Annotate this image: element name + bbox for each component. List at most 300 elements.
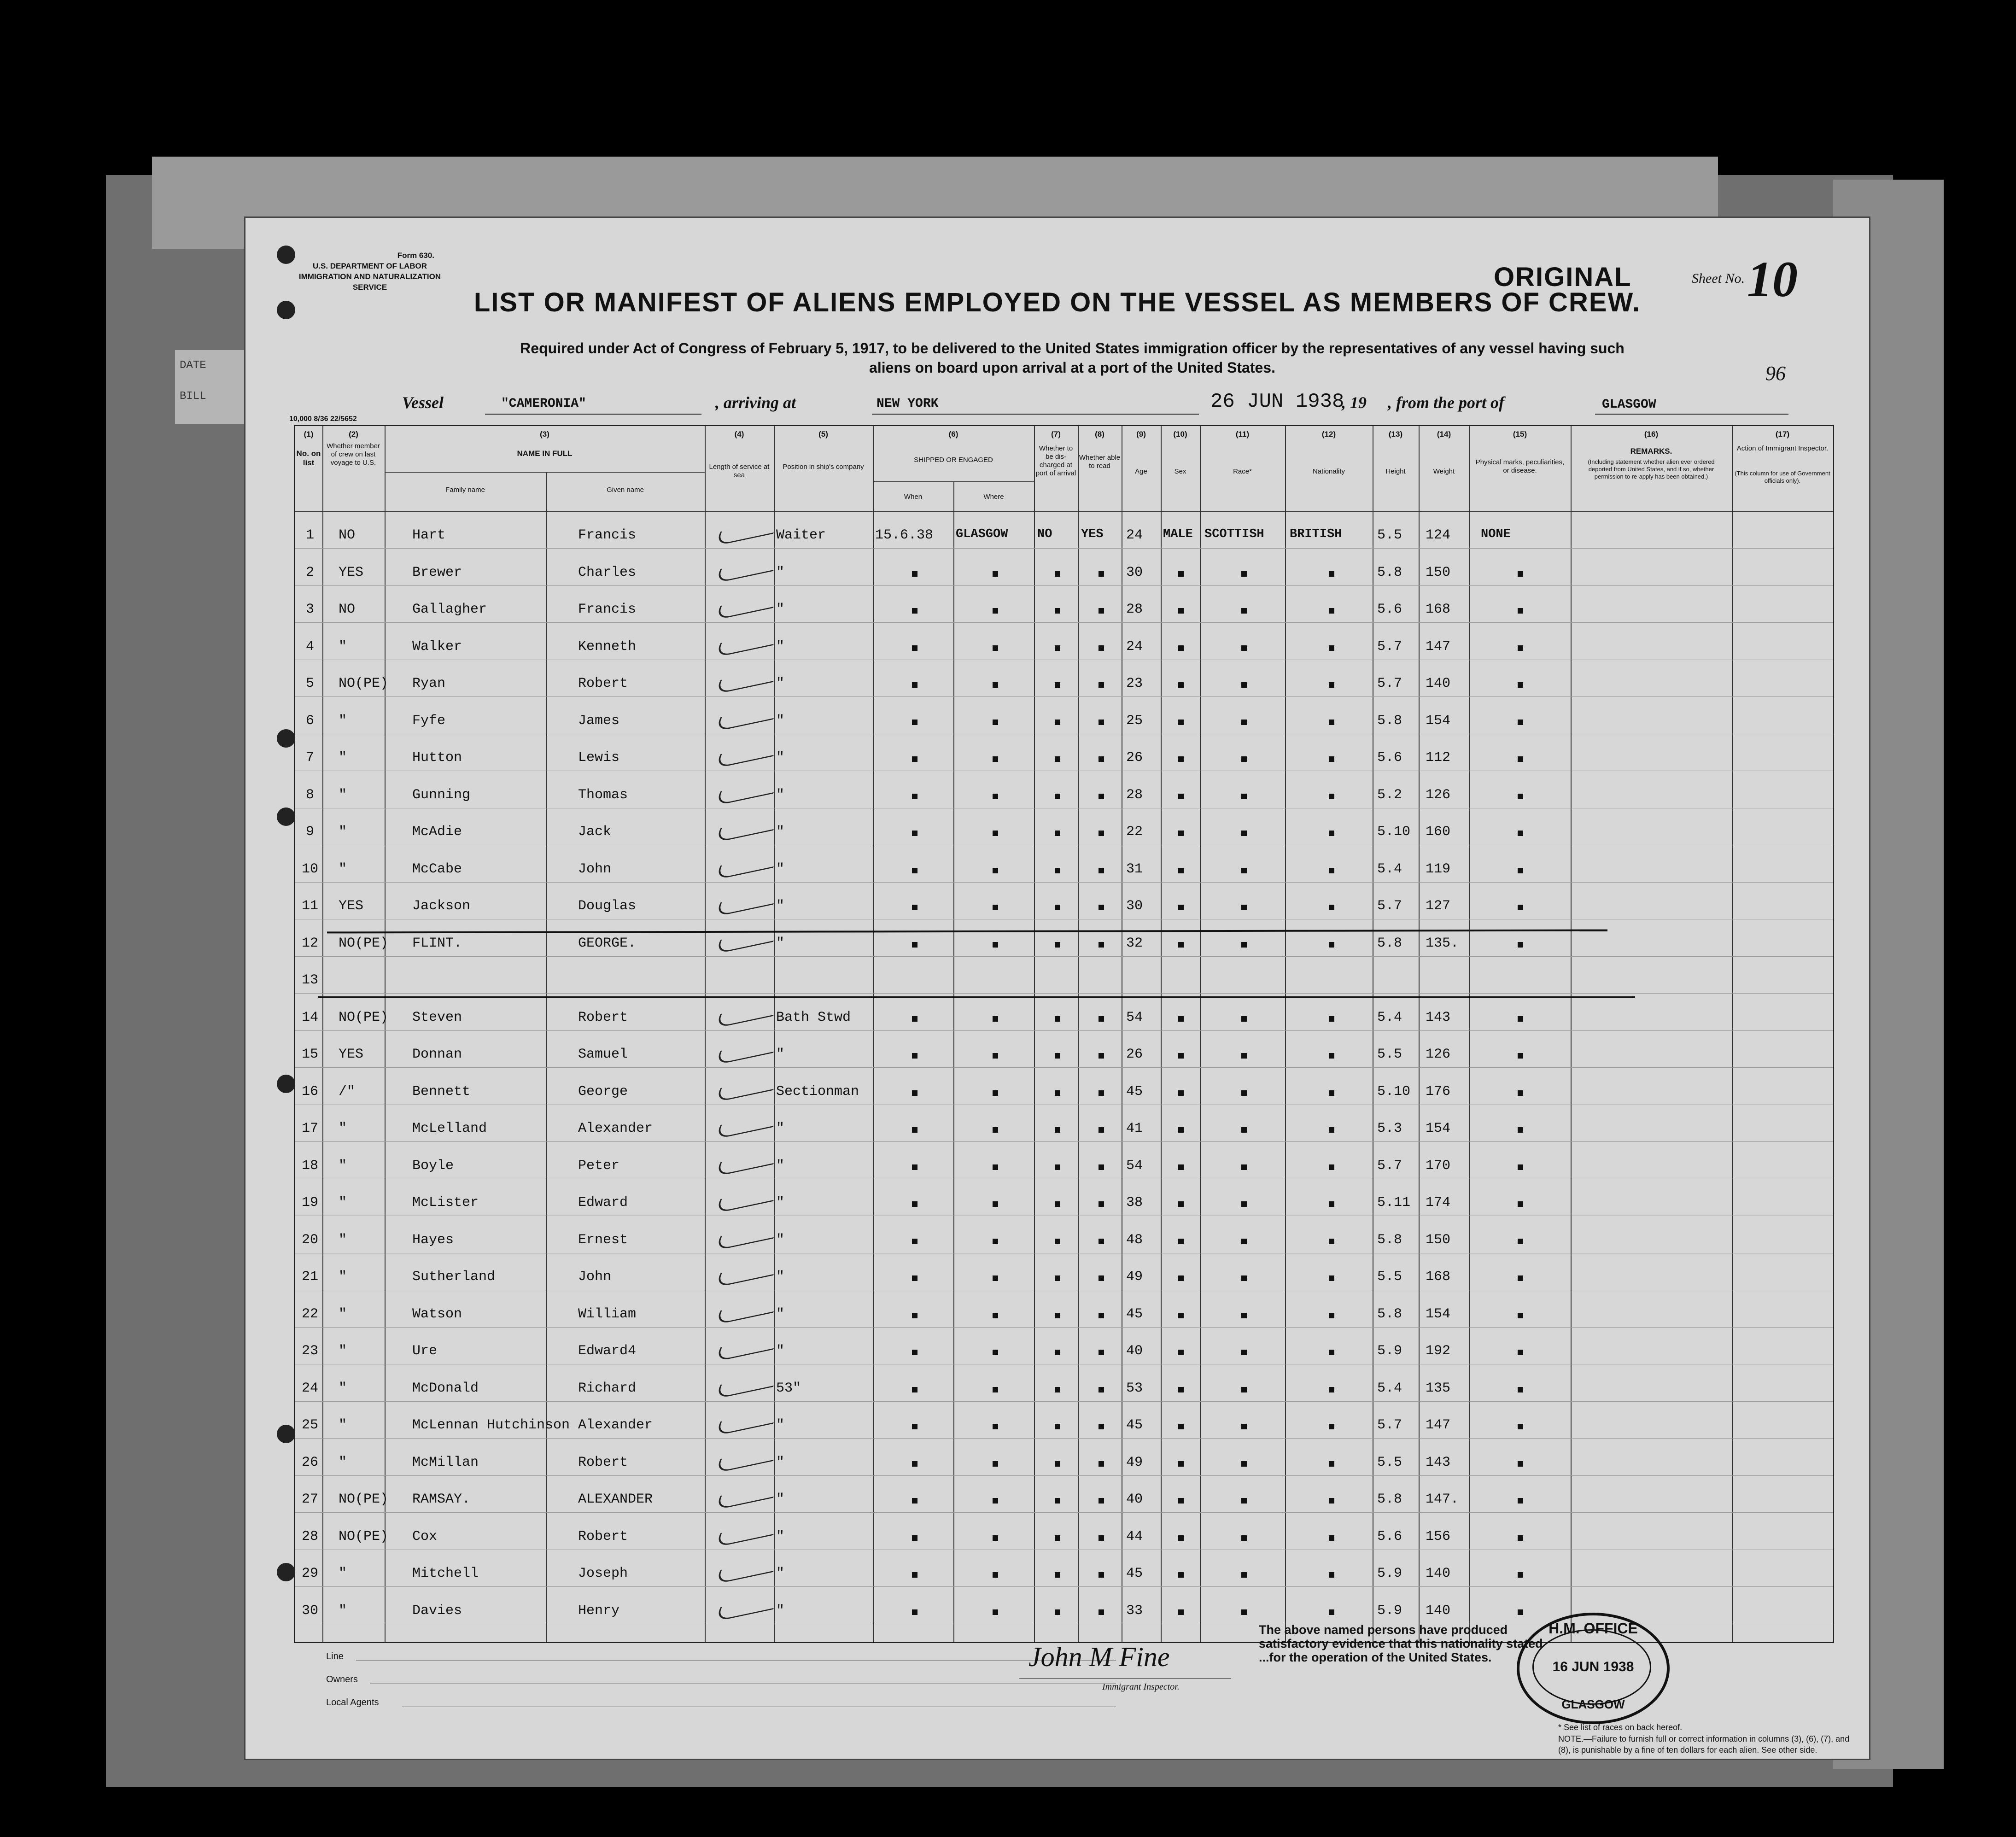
cell-no: 27 [301, 1492, 318, 1507]
row-rule [295, 622, 1833, 623]
ditto-mark [1099, 1090, 1104, 1096]
cell-family: Jackson [412, 898, 471, 914]
ditto-mark [912, 868, 917, 873]
ditto-mark [1099, 645, 1104, 651]
ditto-mark [1099, 1201, 1104, 1207]
ditto-mark [993, 1127, 998, 1133]
cell-height: 5.9 [1377, 1566, 1402, 1581]
ditto-mark [1518, 1535, 1523, 1541]
cell-weight: 124 [1426, 527, 1451, 543]
col-header-family: Family name [445, 486, 485, 494]
row-rule [295, 1475, 1833, 1476]
ditto-mark [993, 1239, 998, 1244]
cell-position: " [776, 1158, 785, 1174]
ditto-mark [1099, 720, 1104, 725]
ditto-mark [1055, 1535, 1060, 1541]
cell-height: 5.6 [1377, 1528, 1402, 1544]
cell-no: 26 [301, 1454, 318, 1470]
cell-crew: " [339, 1417, 347, 1433]
ditto-mark [1329, 868, 1334, 873]
cell-family: Mitchell [412, 1566, 479, 1581]
ditto-mark [1178, 608, 1184, 614]
cell-age: 45 [1126, 1306, 1143, 1322]
ditto-mark [1178, 1387, 1184, 1392]
check-mark [714, 519, 780, 546]
check-mark [714, 593, 780, 620]
ditto-mark [1099, 1387, 1104, 1392]
cell-position: Waiter [776, 527, 826, 543]
ditto-mark [912, 1053, 917, 1059]
ditto-mark [1241, 645, 1247, 651]
ditto-mark [1099, 1053, 1104, 1059]
cell-family: McLennan Hutchinson [412, 1417, 570, 1433]
ditto-mark [1178, 1498, 1184, 1504]
col-number: (2) [349, 430, 358, 439]
cell-age: 40 [1126, 1343, 1143, 1359]
punch-hole [277, 729, 295, 748]
cell-given: Robert [578, 1009, 628, 1025]
footnote-penalty: NOTE.—Failure to furnish full or correct information in columns (3), (6), (7), and (8), is punishable by a fine of ten dollars for each alien. See other side. [1558, 1734, 1850, 1755]
cell-position: " [776, 602, 785, 617]
cell-position: " [776, 1232, 785, 1248]
cell-position: " [776, 935, 785, 951]
row-rule [295, 585, 1833, 586]
cell-height: 5.9 [1377, 1603, 1402, 1619]
ditto-mark [993, 1201, 998, 1207]
ditto-mark [1099, 682, 1104, 688]
ditto-mark [1055, 1127, 1060, 1133]
ditto-mark [912, 1239, 917, 1244]
ditto-mark [1518, 645, 1523, 651]
ditto-mark [1241, 942, 1247, 948]
cell-family: Ryan [412, 676, 446, 691]
page-subtitle: Required under Act of Congress of February 5, 1917, to be delivered to the United States immigration officer by the representatives of any vessel having such aliens on board upon arrival at a port of the United States. [520, 340, 1624, 376]
ditto-mark [1099, 1313, 1104, 1318]
cell-position: " [776, 1343, 785, 1359]
original-stamp: ORIGINAL [1494, 262, 1632, 292]
col-header-given: Given name [607, 486, 644, 494]
cell-no: 14 [301, 1009, 318, 1025]
cell-age: 45 [1126, 1566, 1143, 1581]
ditto-mark [1099, 1164, 1104, 1170]
ditto-mark [912, 682, 917, 688]
check-mark [714, 890, 780, 917]
ditto-mark [1055, 794, 1060, 799]
cell-weight: 147. [1426, 1492, 1459, 1507]
header-bottom-line [295, 511, 1833, 512]
ditto-mark [1099, 571, 1104, 577]
ditto-mark [1099, 1239, 1104, 1244]
ditto-mark [1329, 1090, 1334, 1096]
ditto-mark [912, 831, 917, 836]
cell-read: YES [1081, 527, 1104, 541]
check-mark [714, 742, 780, 769]
cell-no: 8 [305, 787, 314, 803]
cell-height: 5.10 [1377, 824, 1411, 840]
cell-crew: " [339, 638, 347, 655]
ditto-mark [1055, 1609, 1060, 1615]
cell-weight: 147 [1426, 1417, 1451, 1433]
cell-given: William [578, 1306, 637, 1322]
cell-height: 5.8 [1377, 1306, 1402, 1322]
cell-given: Edward4 [578, 1343, 637, 1359]
cell-given: Richard [578, 1380, 637, 1396]
from-label: , from the port of [1388, 393, 1505, 412]
ditto-mark [993, 905, 998, 910]
cell-given: Alexander [578, 1417, 653, 1433]
ditto-mark [912, 608, 917, 614]
ditto-mark [1099, 1461, 1104, 1467]
cell-crew: " [339, 713, 347, 729]
cell-height: 5.10 [1377, 1083, 1411, 1100]
check-mark [714, 1261, 780, 1288]
ditto-mark [912, 1350, 917, 1355]
ditto-mark [912, 1313, 917, 1318]
ditto-mark [1329, 1498, 1334, 1504]
cell-family: Hayes [412, 1232, 454, 1248]
ditto-mark [912, 1090, 917, 1096]
cell-weight: 154 [1426, 1306, 1451, 1322]
ditto-mark [1518, 868, 1523, 873]
cell-crew: " [339, 1306, 347, 1322]
cell-no: 19 [301, 1195, 318, 1211]
ditto-mark [1055, 608, 1060, 614]
cell-no: 5 [305, 676, 314, 691]
cell-crew: " [339, 1232, 347, 1248]
cell-height: 5.5 [1377, 527, 1402, 543]
col-number: (13) [1388, 430, 1403, 439]
cell-family: Boyle [412, 1158, 454, 1174]
ditto-mark [993, 645, 998, 651]
cell-family: McDonald [412, 1380, 479, 1396]
col-header-no: No. on list [296, 449, 321, 467]
check-mark [714, 556, 780, 583]
cell-crew: NO(PE) [339, 1528, 389, 1544]
ditto-mark [1178, 645, 1184, 651]
row-rule [295, 696, 1833, 697]
cell-no: 1 [305, 527, 314, 543]
ditto-mark [1099, 794, 1104, 799]
ditto-mark [1241, 794, 1247, 799]
cell-family: Hart [412, 527, 446, 543]
ditto-mark [1329, 1239, 1334, 1244]
ditto-mark [1241, 1201, 1247, 1207]
row-rule [295, 1586, 1833, 1587]
cell-family: McMillan [412, 1454, 479, 1470]
ditto-mark [1055, 868, 1060, 873]
column-line [1732, 426, 1733, 1642]
ditto-mark [1241, 1461, 1247, 1467]
cell-no: 16 [301, 1083, 318, 1100]
ditto-mark [1099, 868, 1104, 873]
cell-age: 24 [1126, 527, 1143, 543]
column-line [1419, 426, 1420, 1642]
ditto-mark [993, 756, 998, 762]
ditto-mark [912, 1016, 917, 1022]
cell-age: 33 [1126, 1603, 1143, 1619]
arriving-port: NEW YORK [877, 397, 939, 411]
manifest-page [244, 216, 1870, 1760]
check-mark [714, 1075, 780, 1102]
ditto-mark [1099, 756, 1104, 762]
ditto-mark [1178, 1535, 1184, 1541]
ditto-mark [1518, 1127, 1523, 1133]
cell-crew: NO(PE) [339, 676, 389, 691]
cell-given: Lewis [578, 750, 620, 766]
ditto-mark [1055, 682, 1060, 688]
row-rule [295, 993, 1833, 994]
ditto-mark [1329, 756, 1334, 762]
cell-no: 29 [301, 1566, 318, 1581]
ditto-mark [1099, 1572, 1104, 1578]
cell-crew: " [339, 1566, 347, 1581]
cell-age: 28 [1126, 602, 1143, 617]
ditto-mark [1055, 1201, 1060, 1207]
ditto-mark [912, 1127, 917, 1133]
cell-height: 5.5 [1377, 1454, 1402, 1470]
column-line [1469, 426, 1470, 1642]
ditto-mark [1329, 1164, 1334, 1170]
col-header-nationality: Nationality [1312, 468, 1345, 475]
row-rule [295, 882, 1833, 883]
ditto-mark [993, 1498, 998, 1504]
ditto-mark [1518, 905, 1523, 910]
office-stamp [1517, 1613, 1670, 1724]
cell-position: " [776, 564, 785, 580]
ditto-mark [1241, 1498, 1247, 1504]
ditto-mark [1055, 1387, 1060, 1392]
cell-crew: YES [339, 898, 364, 914]
cell-no: 23 [301, 1343, 318, 1359]
check-mark [714, 778, 780, 806]
ditto-mark [993, 1090, 998, 1096]
cell-weight: 154 [1426, 713, 1451, 729]
cell-weight: 170 [1426, 1158, 1451, 1174]
ditto-mark [1241, 1350, 1247, 1355]
ditto-mark [993, 794, 998, 799]
ditto-mark [993, 1424, 998, 1429]
cell-no: 22 [301, 1306, 318, 1322]
cell-age: 26 [1126, 1047, 1143, 1062]
cell-nationality: BRITISH [1290, 527, 1342, 541]
cell-position: " [776, 1417, 785, 1433]
col-header-sex: Sex [1174, 468, 1186, 475]
col-header-remarks-note: (Including statement whether alien ever ordered deported from United States, and if so, whether permission to re-apply has been obtained.) [1588, 458, 1715, 480]
ditto-mark [1518, 1313, 1523, 1318]
signature-line [1019, 1678, 1231, 1679]
cell-height: 5.5 [1377, 1047, 1402, 1062]
ditto-mark [1329, 1572, 1334, 1578]
cell-crew: " [339, 1380, 347, 1396]
cell-no: 21 [301, 1269, 318, 1285]
ditto-mark [993, 1275, 998, 1281]
ditto-mark [1241, 1572, 1247, 1578]
ditto-mark [1329, 1313, 1334, 1318]
ditto-mark [1055, 645, 1060, 651]
cell-crew: NO [339, 527, 356, 543]
ditto-mark [1241, 608, 1247, 614]
cell-crew: " [339, 1195, 347, 1211]
year-label: , 19 [1342, 393, 1367, 412]
ditto-mark [1241, 571, 1247, 577]
ditto-mark [993, 1535, 998, 1541]
cell-age: 49 [1126, 1269, 1143, 1285]
cell-position: " [776, 750, 785, 766]
cell-given: Charles [578, 564, 637, 580]
cell-family: McLelland [412, 1121, 487, 1136]
ditto-mark [993, 720, 998, 725]
ditto-mark [1241, 1387, 1247, 1392]
col-header-when: When [904, 493, 923, 501]
cell-no: 25 [301, 1417, 318, 1433]
cell-height: 5.8 [1377, 1232, 1402, 1248]
cell-weight: 126 [1426, 787, 1451, 803]
ditto-mark [1518, 1053, 1523, 1059]
cell-age: 23 [1126, 676, 1143, 691]
ditto-mark [1329, 682, 1334, 688]
cell-height: 5.7 [1377, 1158, 1402, 1174]
ditto-mark [1241, 1535, 1247, 1541]
cell-weight: 119 [1426, 861, 1451, 877]
cell-weight: 140 [1426, 1566, 1451, 1581]
row-rule [295, 1438, 1833, 1439]
cell-no: 4 [305, 638, 314, 655]
ditto-mark [1178, 1609, 1184, 1615]
col-number: (17) [1775, 430, 1790, 439]
cell-family: Brewer [412, 564, 462, 580]
cell-age: 45 [1126, 1083, 1143, 1100]
cell-weight: 135. [1426, 935, 1459, 951]
cell-height: 5.8 [1377, 1492, 1402, 1507]
underline [485, 414, 701, 415]
ditto-mark [1055, 1350, 1060, 1355]
cell-given: George [578, 1083, 628, 1100]
ditto-mark [1329, 1201, 1334, 1207]
ditto-mark [1178, 682, 1184, 688]
col-header-where: Where [983, 493, 1004, 501]
ditto-mark [1178, 1424, 1184, 1429]
cell-age: 24 [1126, 638, 1143, 655]
ditto-mark [1178, 1461, 1184, 1467]
cell-given: Francis [578, 527, 637, 543]
cell-family: Hutton [412, 750, 462, 766]
ditto-mark [1518, 1239, 1523, 1244]
cell-no: 20 [301, 1232, 318, 1248]
ditto-mark [1099, 1424, 1104, 1429]
ditto-mark [1329, 1127, 1334, 1133]
ditto-mark [1099, 1127, 1104, 1133]
cell-height: 5.8 [1377, 564, 1402, 580]
cell-discharged: NO [1037, 527, 1052, 541]
ditto-mark [1099, 942, 1104, 948]
cell-family: McLister [412, 1195, 479, 1211]
ditto-mark [912, 1201, 917, 1207]
ditto-mark [993, 868, 998, 873]
ditto-mark [1329, 794, 1334, 799]
ditto-mark [1178, 1127, 1184, 1133]
check-mark [714, 1335, 780, 1362]
cell-weight: 168 [1426, 602, 1451, 617]
ditto-mark [1055, 571, 1060, 577]
ditto-mark [1518, 1572, 1523, 1578]
inspector-label: Immigrant Inspector. [1102, 1682, 1180, 1692]
check-mark [714, 1001, 780, 1028]
ditto-mark [993, 1016, 998, 1022]
cell-weight: 143 [1426, 1009, 1451, 1025]
ditto-mark [1178, 756, 1184, 762]
ditto-mark [1518, 1387, 1523, 1392]
cell-crew: NO(PE) [339, 935, 389, 951]
cell-family: Walker [412, 638, 462, 655]
cell-position: " [776, 1492, 785, 1507]
punch-hole [277, 807, 295, 826]
punch-hole [277, 1425, 295, 1443]
col-header-age: Age [1135, 468, 1147, 475]
cell-given: Peter [578, 1158, 620, 1174]
check-mark [714, 1112, 780, 1140]
cell-family: Davies [412, 1603, 462, 1619]
cell-crew: YES [339, 1047, 364, 1062]
date-stamp: 26 JUN 1938 [1210, 390, 1344, 413]
cell-family: RAMSAY. [412, 1492, 471, 1507]
cell-height: 5.4 [1377, 861, 1402, 877]
cell-age: 45 [1126, 1417, 1143, 1433]
check-mark [714, 1520, 780, 1547]
ditto-mark [1329, 720, 1334, 725]
row-rule [295, 956, 1833, 957]
cell-weight: 150 [1426, 564, 1451, 580]
row-rule [295, 1067, 1833, 1068]
ditto-mark [1055, 1498, 1060, 1504]
ditto-mark [1099, 1535, 1104, 1541]
cell-weight: 176 [1426, 1083, 1451, 1100]
col-number: (16) [1644, 430, 1659, 439]
underline [872, 414, 1199, 415]
ditto-mark [1241, 831, 1247, 836]
ditto-mark [1329, 1053, 1334, 1059]
ditto-mark [1518, 1016, 1523, 1022]
cell-given: Joseph [578, 1566, 628, 1581]
cell-no: 2 [305, 564, 314, 580]
cell-crew: NO(PE) [339, 1009, 389, 1025]
ditto-mark [1099, 831, 1104, 836]
ditto-mark [1178, 1164, 1184, 1170]
strike-line [318, 996, 1635, 998]
ditto-mark [912, 1387, 917, 1392]
cell-family: Watson [412, 1306, 462, 1322]
cell-crew: YES [339, 564, 364, 580]
ditto-mark [1099, 905, 1104, 910]
ditto-mark [912, 571, 917, 577]
cell-given: Francis [578, 602, 637, 617]
cell-height: 5.8 [1377, 935, 1402, 951]
ditto-mark [1518, 1461, 1523, 1467]
ditto-mark [993, 571, 998, 577]
cell-sex: MALE [1163, 527, 1193, 541]
cell-no: 28 [301, 1528, 318, 1544]
ditto-mark [1329, 831, 1334, 836]
col-number: (6) [948, 430, 958, 439]
ditto-mark [1099, 1016, 1104, 1022]
ditto-mark [1178, 868, 1184, 873]
cell-given: John [578, 861, 612, 877]
ditto-mark [1055, 1090, 1060, 1096]
ditto-mark [1241, 1090, 1247, 1096]
cell-height: 5.4 [1377, 1009, 1402, 1025]
cell-when: 15.6.38 [875, 527, 934, 543]
cell-given: James [578, 713, 620, 729]
ditto-mark [1178, 1572, 1184, 1578]
